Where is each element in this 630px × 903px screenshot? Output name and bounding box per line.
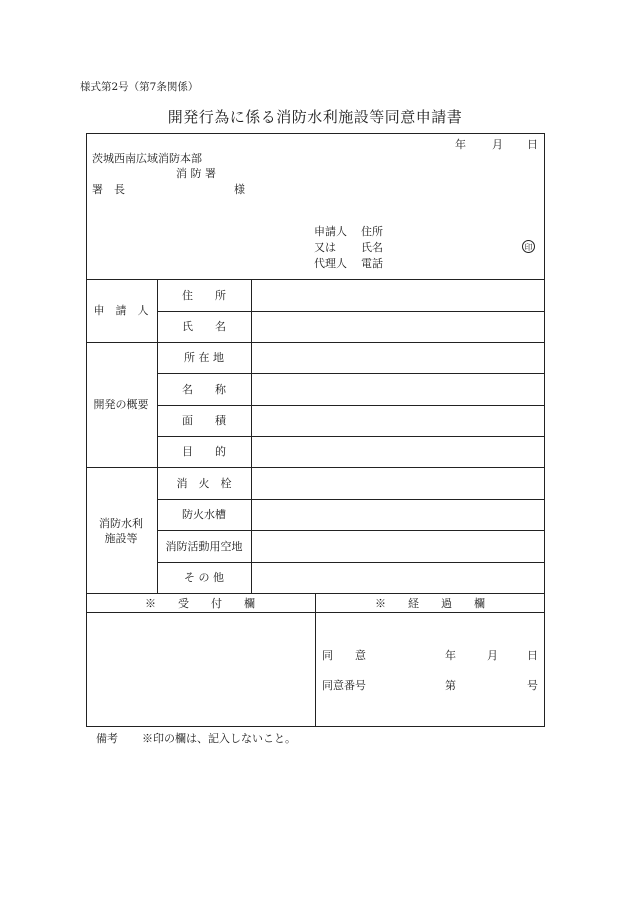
date-day: 日 [527,138,538,151]
applicant-phone-label: 電話 [361,257,383,270]
input-location[interactable] [253,344,543,372]
page-title: 開発行為に係る消防水利施設等同意申請書 [167,108,463,126]
input-water-tank[interactable] [253,501,543,529]
consent-number-prefix: 第 [445,679,456,692]
reception-header: ※ 受 付 欄 [145,597,255,610]
row-label-title: 名 称 [182,383,226,396]
row-label-location: 所 在 地 [184,351,224,364]
date-year: 年 [455,138,466,151]
consent-month: 月 [487,649,498,662]
section-heading-applicant: 申 請 人 [93,304,149,317]
form-number-label: 様式第2号（第7条関係） [80,81,199,93]
addressee-chief: 署 長 [92,183,125,196]
row-label-address: 住 所 [182,289,226,302]
input-purpose[interactable] [253,438,543,466]
row-label-area: 面 積 [182,414,226,427]
applicant-role-3: 代理人 [314,257,347,270]
row-label-water-tank: 防火水槽 [182,508,226,521]
seal-mark: 印 [522,240,535,253]
consent-number-suffix: 号 [527,679,538,692]
consent-day: 日 [527,649,538,662]
consent-label: 同 意 [322,649,366,662]
progress-header: ※ 経 過 欄 [375,597,485,610]
applicant-address-label: 住所 [361,225,383,238]
input-open-space[interactable] [253,532,543,561]
input-area[interactable] [253,407,543,435]
applicant-role-2: 又は [314,241,336,254]
row-label-other: そ の 他 [184,571,224,584]
consent-number-label: 同意番号 [322,679,366,692]
input-other[interactable] [253,564,543,592]
row-label-hydrant: 消 火 栓 [176,477,232,490]
date-month: 月 [492,138,503,151]
addressee-org: 茨城西南広域消防本部 [92,152,202,165]
applicant-role-1: 申請人 [314,225,347,238]
input-hydrant[interactable] [253,469,543,498]
input-applicant-name[interactable] [253,313,543,341]
note-text: ※印の欄は、記入しないこと。 [142,732,296,745]
note-label: 備考 [96,732,118,745]
row-label-name: 氏 名 [182,320,226,333]
consent-year: 年 [445,649,456,662]
input-applicant-address[interactable] [253,281,543,310]
input-title[interactable] [253,375,543,404]
row-label-purpose: 目 的 [182,445,226,458]
addressee-station: 消 防 署 [176,167,216,180]
row-label-open-space: 消防活動用空地 [165,540,243,553]
section-heading-development: 開発の概要 [93,398,149,411]
section-heading-water-facilities-2: 施設等 [104,532,138,545]
addressee-honorific: 様 [234,183,245,196]
section-heading-water-facilities-1: 消防水利 [99,517,143,530]
reception-area[interactable] [88,614,314,725]
applicant-name-label: 氏名 [361,241,383,254]
